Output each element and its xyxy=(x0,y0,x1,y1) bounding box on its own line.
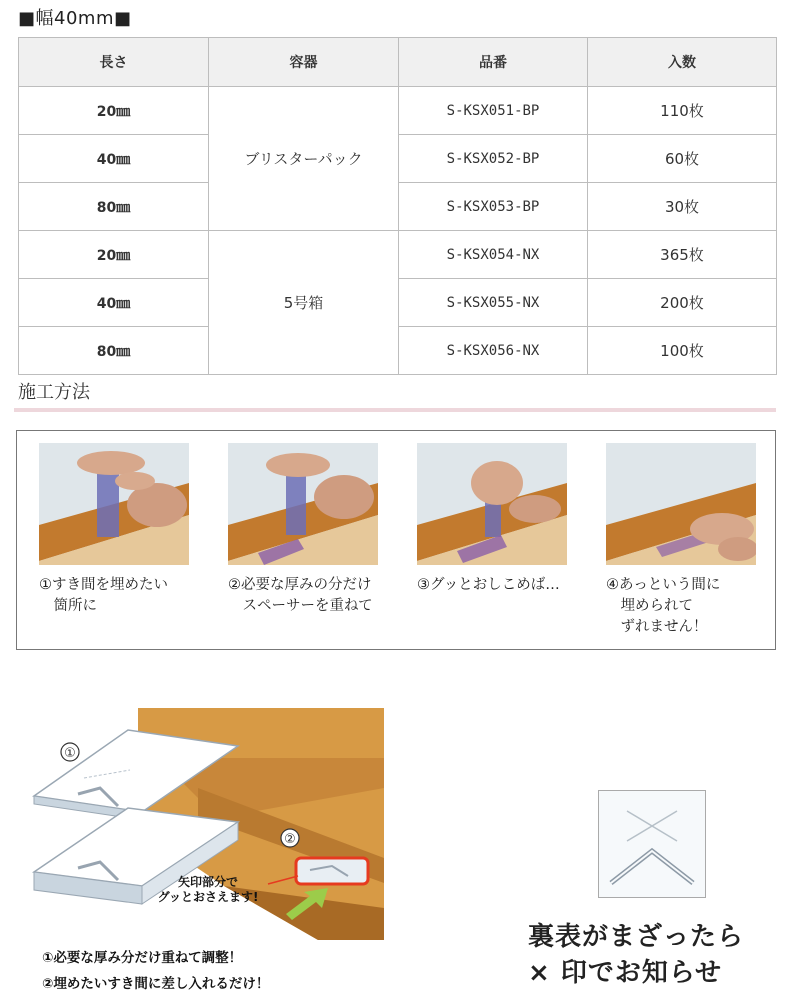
part-number-cell: S-KSX056-NX xyxy=(399,327,588,375)
quantity-cell: 110枚 xyxy=(588,87,777,135)
part-number-cell: S-KSX052-BP xyxy=(399,135,588,183)
spec-table xyxy=(18,37,777,375)
quantity-cell: 100枚 xyxy=(588,327,777,375)
mix-notice-line-1: 裏表がまざったら xyxy=(528,922,745,952)
container-cell: 5号箱 xyxy=(209,231,399,375)
table-row xyxy=(19,231,777,279)
table-row xyxy=(19,87,777,135)
callout-line-2: グッとおさえます! xyxy=(157,890,259,904)
length-cell: 20㎜ xyxy=(19,231,209,279)
label-2: ② xyxy=(284,832,296,847)
length-cell: 40㎜ xyxy=(19,135,209,183)
step-3-caption: ③グッとおしこめば… xyxy=(417,577,560,593)
header-container: 容器 xyxy=(209,38,399,87)
step-1-photo xyxy=(39,443,189,565)
usage-illustration xyxy=(18,708,398,948)
step-1 xyxy=(39,443,214,617)
mix-notice-line-2: × 印でお知らせ xyxy=(528,958,723,988)
inserted-spacer-highlight xyxy=(296,858,368,884)
length-cell: 80㎜ xyxy=(19,327,209,375)
quantity-cell: 200枚 xyxy=(588,279,777,327)
header-length: 長さ xyxy=(19,38,209,87)
step-2 xyxy=(228,443,403,617)
header-quantity: 入数 xyxy=(588,38,777,87)
method-title: 施工方法 xyxy=(18,382,90,403)
step-3-photo xyxy=(417,443,567,565)
step-4-photo xyxy=(606,443,756,565)
container-cell: ブリスターパック xyxy=(209,87,399,231)
callout-line-1: 矢印部分で xyxy=(177,875,239,889)
part-number-cell: S-KSX055-NX xyxy=(399,279,588,327)
part-number-cell: S-KSX053-BP xyxy=(399,183,588,231)
label-1: ① xyxy=(64,746,76,761)
x-mark-icon xyxy=(599,791,705,897)
part-number-cell: S-KSX051-BP xyxy=(399,87,588,135)
quantity-cell: 30枚 xyxy=(588,183,777,231)
length-cell: 80㎜ xyxy=(19,183,209,231)
quantity-cell: 60枚 xyxy=(588,135,777,183)
note-1: ①必要な厚み分だけ重ねて調整！ xyxy=(42,950,243,966)
section-heading: ■幅40mm■ xyxy=(18,8,132,29)
length-cell: 20㎜ xyxy=(19,87,209,135)
table-header-row xyxy=(19,38,777,87)
step-2-caption: ②必要な厚みの分だけ スペーサーを重ねて xyxy=(228,577,373,614)
part-number-cell: S-KSX054-NX xyxy=(399,231,588,279)
front-back-sample xyxy=(598,790,706,898)
divider xyxy=(14,408,776,412)
steps-panel xyxy=(16,430,776,650)
step-2-photo xyxy=(228,443,378,565)
header-part-number: 品番 xyxy=(399,38,588,87)
step-4 xyxy=(606,443,781,638)
step-4-caption: ④あっという間に 埋められて ずれません！ xyxy=(606,577,721,635)
step-1-caption: ①すき間を埋めたい 箇所に xyxy=(39,577,168,614)
length-cell: 40㎜ xyxy=(19,279,209,327)
step-3 xyxy=(417,443,592,596)
quantity-cell: 365枚 xyxy=(588,231,777,279)
note-2: ②埋めたいすき間に差し入れるだけ！ xyxy=(42,976,270,992)
